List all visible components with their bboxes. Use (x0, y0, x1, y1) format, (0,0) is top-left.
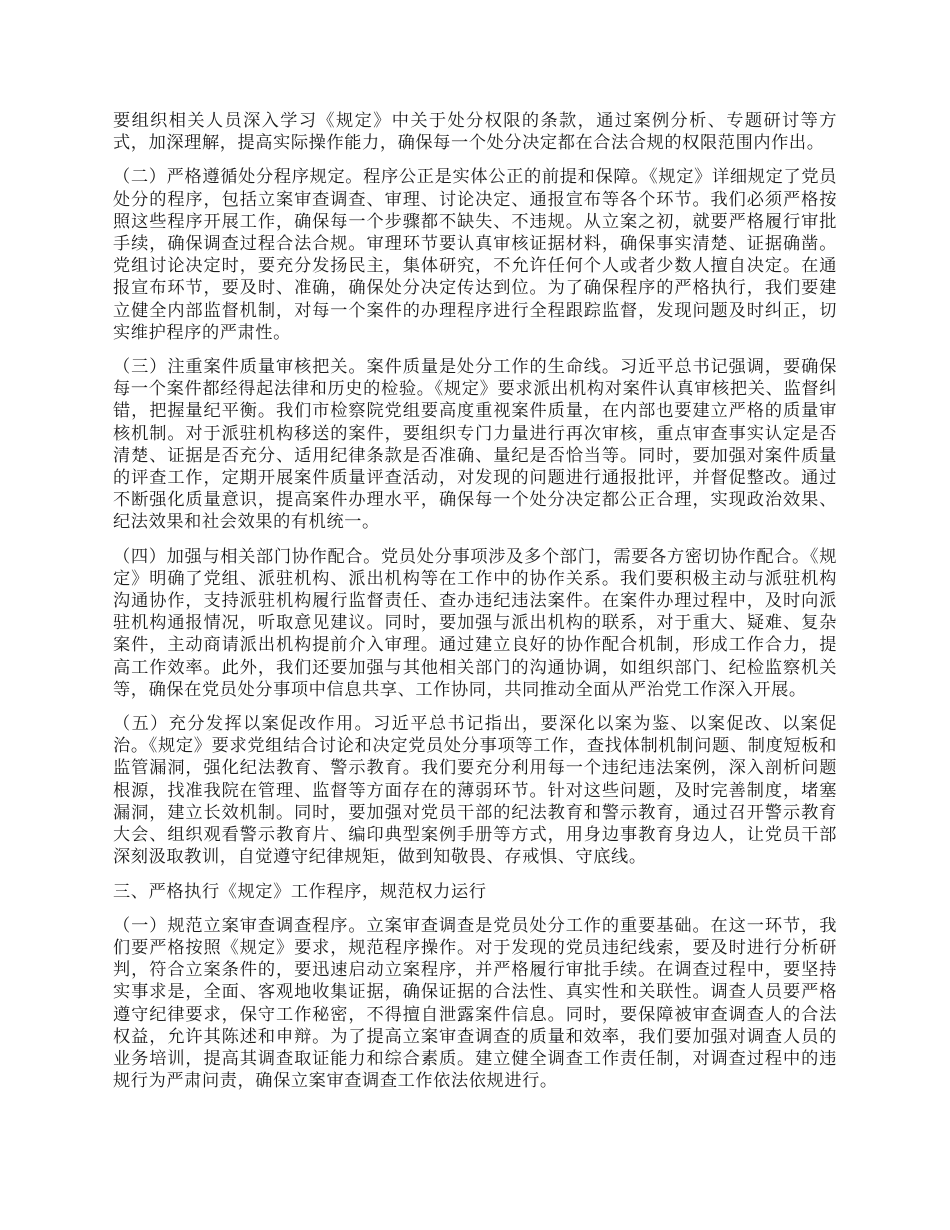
document-page (113, 110, 837, 1104)
section-heading: 三、严格执行《规定》工作程序，规范权力运行 (113, 881, 487, 902)
paragraph-case-quality: （三）注重案件质量审核把关。案件质量是处分工作的生命线。习近平总书记强调，要确保每一个案件都经得起法律和历史的检验。《规定》要求派出机构对案件认真审核把关、监督纠错，把握量纪平衡。我们市检察院党组要高度重视案件质量，在内部也要建立严格的质量审核机制。对于派驻机构移送的案件，要组织专门力量进行再次审核，重点审查事实认定是否清楚、证据是否充分、适用纪律条款是否准确、量纪是否恰当等。同时，要加强对案件质量的评查工作，定期开展案件质量评查活动，对发现的问题进行通报批评，并督促整改。通过不断强化质量意识，提高案件办理水平，确保每一个处分决定都公正合理，实现政治效果、纪法效果和社会效果的有机统一。 (113, 357, 837, 533)
paragraph-department-cooperation: （四）加强与相关部门协作配合。党员处分事项涉及多个部门，需要各方密切协作配合。《规定》明确了党组、派驻机构、派出机构等在工作中的协作关系。我们要积极主动与派驻机构沟通协作，支持派驻机构履行监督责任、查办违纪违法案件。在案件办理过程中，及时向派驻机构通报情况，听取意见建议。同时，要加强与派出机构的联系，对于重大、疑难、复杂案件，主动商请派出机构提前介入审理。通过建立良好的协作配合机制，形成工作合力，提高工作效率。此外，我们还要加强与其他相关部门的沟通协调，如组织部门、纪检监察机关等，确保在党员处分事项中信息共享、工作协同，共同推动全面从严治党工作深入开展。 (113, 546, 837, 700)
paragraph-authority-study: 要组织相关人员深入学习《规定》中关于处分权限的条款，通过案例分析、专题研讨等方式，加深理解，提高实际操作能力，确保每一个处分决定都在合法合规的权限范围内作出。 (113, 111, 837, 154)
paragraph-investigation-procedure: （一）规范立案审查调查程序。立案审查调查是党员处分工作的重要基础。在这一环节，我们要严格按照《规定》要求，规范程序操作。对于发现的党员违纪线索，要及时进行分析研判，符合立案条件的，要迅速启动立案程序，并严格履行审批手续。在调查过程中，要坚持实事求是，全面、客观地收集证据，确保证据的合法性、真实性和关联性。调查人员要严格遵守纪律要求，保守工作秘密，不得擅自泄露案件信息。同时，要保障被审查调查人的合法权益，允许其陈述和申辩。为了提高立案审查调查的质量和效率，我们要加强对调查人员的业务培训，提高其调查取证能力和综合素质。建立健全调查工作责任制，对调查过程中的违规行为严肃问责，确保立案审查调查工作依法依规进行。 (113, 915, 837, 1092)
paragraph-procedure-rules: （二）严格遵循处分程序规定。程序公正是实体公正的前提和保障。《规定》详细规定了党员处分的程序，包括立案审查调查、审理、讨论决定、通报宣布等各个环节。我们必须严格按照这些程序开展工作，确保每一个步骤都不缺失、不违规。从立案之初，就要严格履行审批手续，确保调查过程合法合规。审理环节要认真审核证据材料，确保事实清楚、证据确凿。党组讨论决定时，要充分发扬民主，集体研究，不允许任何个人或者少数人擅自决定。在通报宣布环节，要及时、准确，确保处分决定传达到位。为了确保程序的严格执行，我们要建立健全内部监督机制，对每一个案件的办理程序进行全程跟踪监督，发现问题及时纠正，切实维护程序的严肃性。 (113, 167, 837, 343)
paragraph-case-reform: （五）充分发挥以案促改作用。习近平总书记指出，要深化以案为鉴、以案促改、以案促治。《规定》要求党组结合讨论和决定党员处分事项等工作，查找体制机制问题、制度短板和监管漏洞，强化纪法教育、警示教育。我们要充分利用每一个违纪违法案例，深入剖析问题根源，找准我院在管理、监督等方面存在的薄弱环节。针对这些问题，及时完善制度，堵塞漏洞，建立长效机制。同时，要加强对党员干部的纪法教育和警示教育，通过召开警示教育大会、组织观看警示教育片、编印典型案例手册等方式，用身边事教育身边人，让党员干部深刻汲取教训，自觉遵守纪律规矩，做到知敬畏、存戒惧、守底线。 (113, 714, 837, 868)
